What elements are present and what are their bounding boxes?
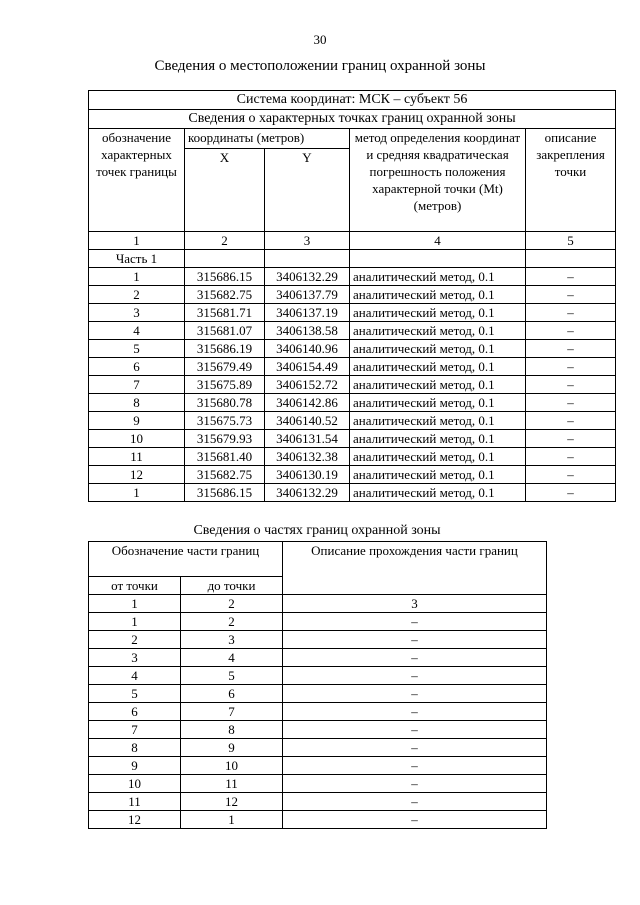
point-description: –	[526, 466, 616, 484]
part-to: 4	[181, 649, 283, 667]
point-number: 9	[89, 412, 185, 430]
point-number: 7	[89, 376, 185, 394]
header-from: от точки	[89, 577, 181, 595]
part-to: 2	[181, 613, 283, 631]
part-to: 5	[181, 667, 283, 685]
part-description: –	[283, 721, 547, 739]
point-number: 5	[89, 340, 185, 358]
point-number: 1	[89, 484, 185, 502]
point-method: аналитический метод, 0.1	[350, 340, 526, 358]
header-part-description: Описание прохождения части границ	[283, 542, 547, 595]
part-description: –	[283, 757, 547, 775]
point-x: 315675.89	[185, 376, 265, 394]
header-coords: координаты (метров)	[185, 129, 350, 149]
point-method: аналитический метод, 0.1	[350, 304, 526, 322]
part-to: 9	[181, 739, 283, 757]
part-row	[89, 811, 547, 829]
point-method: аналитический метод, 0.1	[350, 358, 526, 376]
points-table	[88, 90, 616, 502]
point-description: –	[526, 268, 616, 286]
part-description: –	[283, 811, 547, 829]
col-number: 3	[265, 232, 350, 250]
empty-cell	[350, 250, 526, 268]
point-number: 10	[89, 430, 185, 448]
point-x: 315686.15	[185, 268, 265, 286]
part-row	[89, 757, 547, 775]
point-description: –	[526, 322, 616, 340]
part-description: –	[283, 739, 547, 757]
part-from: 6	[89, 703, 181, 721]
part-to: 10	[181, 757, 283, 775]
point-row	[89, 466, 616, 484]
point-row	[89, 394, 616, 412]
point-x: 315679.49	[185, 358, 265, 376]
part-from: 1	[89, 613, 181, 631]
part-row	[89, 685, 547, 703]
part-row	[89, 793, 547, 811]
point-number: 6	[89, 358, 185, 376]
parts-title: Сведения о частях границ охранной зоны	[193, 523, 441, 538]
point-description: –	[526, 430, 616, 448]
point-number: 2	[89, 286, 185, 304]
page-number: 30	[313, 32, 327, 47]
header-method: метод определения координат и средняя квадратическая погрешность положения характерной точки (Mt) (метров)	[350, 129, 526, 232]
point-y: 3406130.19	[265, 466, 350, 484]
point-row	[89, 340, 616, 358]
point-x: 315675.73	[185, 412, 265, 430]
part-row	[89, 721, 547, 739]
point-x: 315682.75	[185, 286, 265, 304]
point-x: 315681.71	[185, 304, 265, 322]
col-number: 4	[350, 232, 526, 250]
part-from: 7	[89, 721, 181, 739]
part-from: 3	[89, 649, 181, 667]
header-y: Y	[265, 149, 350, 232]
part-row	[89, 739, 547, 757]
point-number: 8	[89, 394, 185, 412]
col-number: 1	[89, 595, 181, 613]
point-row	[89, 286, 616, 304]
point-x: 315686.19	[185, 340, 265, 358]
part-description: –	[283, 613, 547, 631]
point-y: 3406142.86	[265, 394, 350, 412]
point-method: аналитический метод, 0.1	[350, 268, 526, 286]
point-description: –	[526, 286, 616, 304]
point-method: аналитический метод, 0.1	[350, 448, 526, 466]
point-description: –	[526, 358, 616, 376]
point-row	[89, 484, 616, 502]
point-y: 3406154.49	[265, 358, 350, 376]
point-method: аналитический метод, 0.1	[350, 430, 526, 448]
header-x: X	[185, 149, 265, 232]
part-from: 11	[89, 793, 181, 811]
point-y: 3406132.38	[265, 448, 350, 466]
point-description: –	[526, 484, 616, 502]
point-method: аналитический метод, 0.1	[350, 376, 526, 394]
point-x: 315682.75	[185, 466, 265, 484]
point-x: 315680.78	[185, 394, 265, 412]
points-subtitle: Сведения о характерных точках границ охранной зоны	[89, 110, 616, 129]
empty-cell	[185, 250, 265, 268]
point-x: 315681.40	[185, 448, 265, 466]
point-row	[89, 376, 616, 394]
parts-table	[88, 541, 547, 829]
part-from: 4	[89, 667, 181, 685]
part-to: 7	[181, 703, 283, 721]
col-number: 5	[526, 232, 616, 250]
point-description: –	[526, 376, 616, 394]
point-description: –	[526, 304, 616, 322]
point-number: 3	[89, 304, 185, 322]
point-method: аналитический метод, 0.1	[350, 484, 526, 502]
document-title: Сведения о местоположении границ охранной зоны	[154, 58, 486, 74]
part-from: 12	[89, 811, 181, 829]
part-row	[89, 613, 547, 631]
point-y: 3406132.29	[265, 268, 350, 286]
part-from: 5	[89, 685, 181, 703]
point-description: –	[526, 394, 616, 412]
part-to: 6	[181, 685, 283, 703]
point-y: 3406132.29	[265, 484, 350, 502]
empty-cell	[526, 250, 616, 268]
point-method: аналитический метод, 0.1	[350, 322, 526, 340]
point-y: 3406138.58	[265, 322, 350, 340]
part-to: 11	[181, 775, 283, 793]
header-part-designation: Обозначение части границ	[89, 542, 283, 577]
part-description: –	[283, 703, 547, 721]
point-row	[89, 304, 616, 322]
part-row	[89, 649, 547, 667]
part-label: Часть 1	[89, 250, 185, 268]
point-y: 3406131.54	[265, 430, 350, 448]
part-description: –	[283, 631, 547, 649]
part-to: 3	[181, 631, 283, 649]
point-y: 3406140.96	[265, 340, 350, 358]
point-description: –	[526, 412, 616, 430]
part-to: 1	[181, 811, 283, 829]
point-x: 315679.93	[185, 430, 265, 448]
col-number: 2	[181, 595, 283, 613]
point-number: 1	[89, 268, 185, 286]
empty-cell	[265, 250, 350, 268]
point-row	[89, 322, 616, 340]
part-from: 10	[89, 775, 181, 793]
point-number: 4	[89, 322, 185, 340]
part-description: –	[283, 775, 547, 793]
point-row	[89, 412, 616, 430]
point-y: 3406140.52	[265, 412, 350, 430]
col-number: 3	[283, 595, 547, 613]
point-method: аналитический метод, 0.1	[350, 466, 526, 484]
part-description: –	[283, 649, 547, 667]
part-description: –	[283, 685, 547, 703]
part-row	[89, 703, 547, 721]
part-row	[89, 775, 547, 793]
part-description: –	[283, 793, 547, 811]
point-description: –	[526, 340, 616, 358]
col-number: 1	[89, 232, 185, 250]
point-y: 3406137.79	[265, 286, 350, 304]
point-method: аналитический метод, 0.1	[350, 394, 526, 412]
part-from: 2	[89, 631, 181, 649]
part-from: 9	[89, 757, 181, 775]
header-description: описание закрепления точки	[526, 129, 616, 232]
point-number: 11	[89, 448, 185, 466]
point-method: аналитический метод, 0.1	[350, 412, 526, 430]
point-number: 12	[89, 466, 185, 484]
part-description: –	[283, 667, 547, 685]
point-row	[89, 358, 616, 376]
part-to: 8	[181, 721, 283, 739]
part-to: 12	[181, 793, 283, 811]
point-y: 3406152.72	[265, 376, 350, 394]
col-number: 2	[185, 232, 265, 250]
point-row	[89, 448, 616, 466]
coord-system: Система координат: МСК – субъект 56	[89, 91, 616, 110]
point-y: 3406137.19	[265, 304, 350, 322]
part-row	[89, 667, 547, 685]
point-description: –	[526, 448, 616, 466]
part-row	[89, 631, 547, 649]
point-row	[89, 268, 616, 286]
point-row	[89, 430, 616, 448]
point-x: 315686.15	[185, 484, 265, 502]
header-designation: обозначение характерных точек границы	[89, 129, 185, 232]
header-to: до точки	[181, 577, 283, 595]
point-method: аналитический метод, 0.1	[350, 286, 526, 304]
part-from: 8	[89, 739, 181, 757]
point-x: 315681.07	[185, 322, 265, 340]
